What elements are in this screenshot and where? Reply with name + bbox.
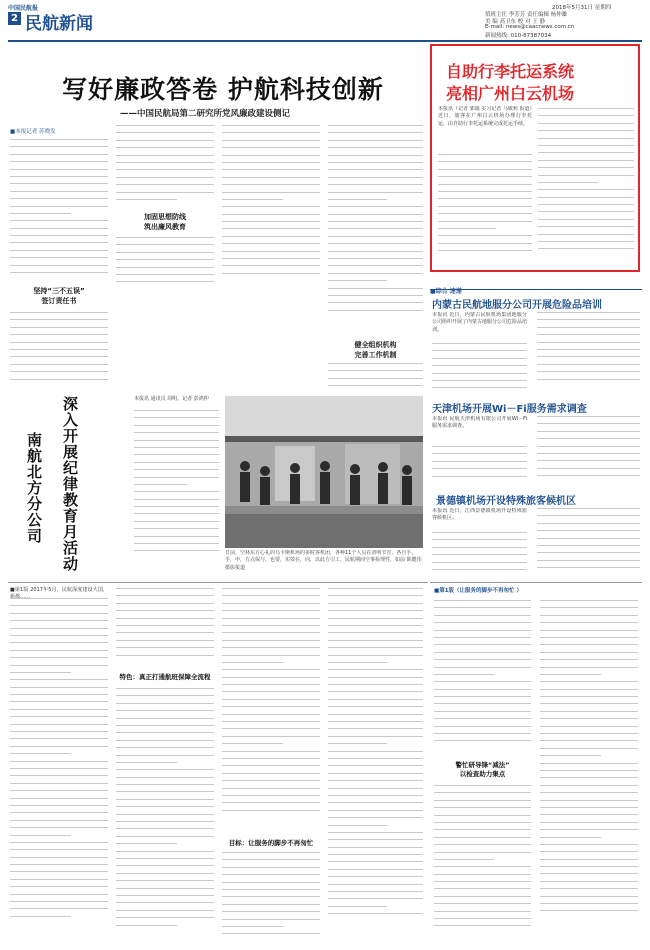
promo-lead: 本报讯（记者 郭谡 实习记者 马敏莉 报道）近日，旅客在广州白云机场办理行李托运，由自助行李托运系统完成托运手续。 [438, 106, 532, 127]
email-line: E-mail: news@caacnews.com.cn [485, 24, 575, 30]
layout-line: 美 编 高卫东 校 对 王 静 [485, 19, 545, 25]
page-number: 2 [11, 13, 18, 24]
airport-drill-photo [225, 396, 423, 548]
brief-body [432, 343, 527, 393]
brief-byline: 本报讯 近日，江西景德镇机场开设特殊旅客候机区。 [432, 508, 527, 522]
footer-box-lead: ■第1版（让服务的脚步不再匆忙 ） [434, 588, 522, 594]
paper-name: 中国民航报 [8, 5, 39, 12]
brief-byline: 本报讯 近日，内蒙古民航机场集团地服分公司组织开展了内蒙古地服分公司危险品培训。 [432, 312, 527, 333]
footer-box-body [434, 600, 531, 755]
briefs-header: ■综合 速递 [430, 288, 462, 295]
main-subheadline: ——中国民航局第二研究所党风廉政建设侧记 [120, 109, 291, 119]
side-story-title: 深入开展纪律教育月活动 [61, 396, 79, 572]
brief-title: 内蒙古民航地服分公司开展危险品培训 [432, 300, 602, 311]
promo-title-line2: 亮相广州白云机场 [446, 84, 575, 103]
footer-box [430, 582, 642, 945]
lower-column [116, 588, 214, 668]
article-column [116, 125, 214, 210]
side-story-byline: 本报讯 通讯员 周明、记者 彭鸿仲 [134, 396, 209, 402]
section-heading: 特色：真正打通航班保障全流程 [119, 673, 211, 681]
section-heading: 坚持“三不五误” 签订责任书 [33, 287, 85, 305]
brief-byline: 本报讯 民航天津机场有限公司开展Wi－Fi服务需求调查。 [432, 416, 527, 430]
brief-title: 景德镇机场开设特殊旅客候机区 [436, 496, 576, 507]
lower-column [328, 588, 423, 943]
page-number-badge [8, 12, 21, 25]
article-column [116, 237, 214, 292]
brief-body [537, 508, 640, 574]
brief-body [537, 416, 640, 486]
promo-title-line1: 自助行李托运系统 [446, 62, 575, 81]
date-line: 2018年5月31日 星期四 [552, 5, 612, 11]
masthead [0, 0, 650, 39]
section-heading: 警忙研导锋“减法” 以检查助力集点 [455, 761, 510, 778]
section-heading: 目标：让服务的脚步不再匆忙 [228, 839, 314, 847]
article-column [10, 139, 108, 279]
main-byline: ■本报记者 苏晓发 [10, 129, 56, 135]
side-story-body [134, 410, 219, 560]
brief-title: 天津机场开展Wi－Fi服务需求调查 [432, 404, 587, 415]
article-column [10, 312, 108, 384]
brief-body [432, 532, 527, 574]
section-heading: 加固思想防线 筑出廉风教育 [144, 213, 186, 231]
promo-body-col2 [538, 108, 634, 263]
phone-line: 新闻热线: 010-87387034 [485, 33, 552, 39]
lower-column [222, 588, 320, 833]
article-column [328, 125, 423, 330]
promo-box [430, 44, 640, 272]
editor-line: 值班主任 李芳芳 责任编辑 杨仲雄 [485, 12, 568, 18]
side-story [8, 392, 128, 577]
lower-divider [8, 582, 428, 583]
section-heading: 健全组织机构 完善工作机制 [354, 341, 397, 359]
footer-box-body [434, 785, 531, 940]
side-story-subtitle: 南航北方分公司 [25, 432, 43, 544]
news-photo [225, 396, 423, 548]
main-headline: 写好廉政答卷 护航科技创新 [62, 75, 384, 104]
briefs-header-bar [430, 278, 642, 295]
masthead-rule [8, 40, 642, 42]
article-column [328, 363, 423, 393]
brief-body [537, 312, 640, 387]
brief-body [432, 446, 527, 486]
section-title: 民航新闻 [25, 14, 93, 34]
lower-lead: ■第1版 2017年5月，民航深度建设大国， [10, 587, 108, 593]
lower-column [116, 688, 214, 943]
promo-body-col1 [438, 154, 532, 264]
lower-column [10, 598, 108, 943]
photo-caption: 日前，空林东方心礼的乌卡斯机场的多时客机团，各种11个人员在清明节宣，各自手，手，申，方点保与，也要，实效在，向，以此方引工，民航期间空事检理性，如前 陈健伟 摄影报道 [225, 550, 422, 571]
article-column [222, 125, 320, 287]
lower-column [222, 852, 320, 942]
footer-box-body [540, 600, 638, 940]
